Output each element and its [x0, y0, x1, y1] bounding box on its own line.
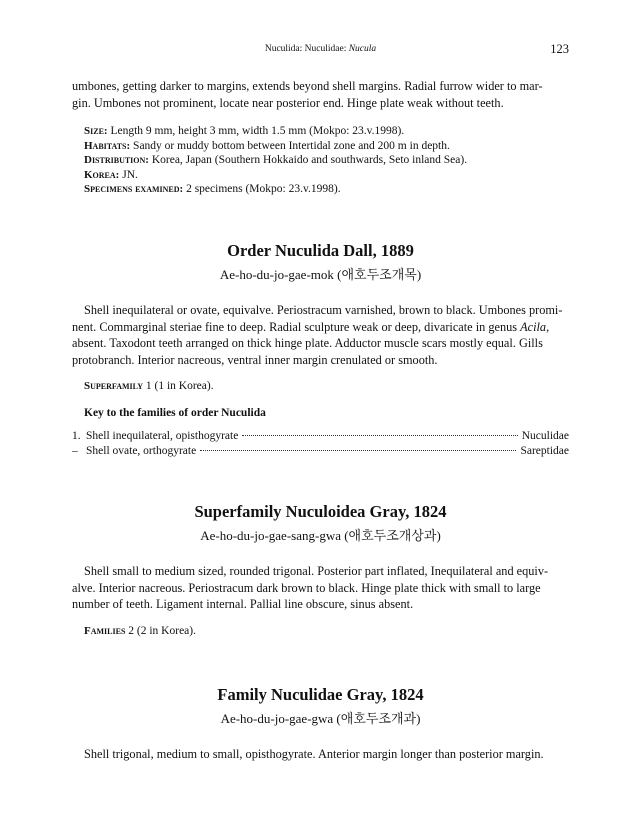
order-desc-line-3: absent. Taxodont teeth arranged on thick hinge plate. Adductor muscle scars mostly equal. Gills	[72, 336, 543, 350]
key-number: 1.	[72, 430, 81, 442]
order-description	[72, 302, 569, 368]
superfamily-desc-line-3: number of teeth. Ligament internal. Pallial line obscure, sinus absent.	[72, 597, 414, 611]
superfamily-korean-name: Ae-ho-du-jo-gae-sang-gwa (애호두조개상과)	[200, 528, 441, 543]
dot-leader	[242, 435, 517, 436]
field-value: Korea, Japan (Southern Hokkaido and southwards, Seto inland Sea).	[151, 154, 468, 167]
key-row	[72, 445, 569, 457]
intro-paragraph	[72, 78, 569, 111]
field-korea	[84, 168, 574, 183]
key-text: Shell ovate, orthogyrate	[86, 445, 197, 457]
order-desc-line-4: protobranch. Interior nacreous, ventral inner margin crenulated or smooth.	[72, 352, 438, 367]
superfamily-description	[72, 563, 569, 613]
key-number: –	[72, 445, 78, 457]
superfamily-desc-line-2: alve. Interior nacreous. Periostracum dark brown to black. Hinge plate thick with small to large	[72, 580, 541, 595]
field-habitats	[84, 139, 574, 154]
family-heading: Family Nuculidae Gray, 1824	[217, 685, 424, 704]
intro-line-2: gin. Umbones not prominent, locate near posterior end. Hinge plate weak without teeth.	[72, 95, 504, 110]
order-heading: Order Nuculida Dall, 1889	[227, 241, 414, 260]
superfamily-count-line	[84, 380, 214, 392]
field-label: Size:	[84, 125, 108, 137]
field-specimens	[84, 182, 574, 197]
order-korean-name: Ae-ho-du-jo-gae-mok (애호두조개목)	[219, 267, 422, 282]
family-description	[72, 746, 569, 763]
field-label: Distribution:	[84, 154, 149, 167]
key-row	[72, 430, 569, 442]
order-desc-line-2	[72, 319, 569, 336]
genus-acila: Acila	[520, 319, 547, 334]
superfamily-heading: Superfamily Nuculoidea Gray, 1824	[194, 502, 447, 521]
field-label: Habitats:	[84, 139, 131, 152]
field-label: Korea:	[84, 168, 120, 181]
order-desc-text: Shell inequilateral or ovate, equivalve. Periostracum varnished, brown to black. Umbones promi-	[84, 303, 563, 317]
field-size	[84, 124, 574, 139]
field-value: JN.	[122, 168, 138, 181]
running-head-prefix: Nuculida: Nuculidae:	[264, 44, 347, 54]
family-desc-line-1	[72, 746, 569, 763]
families-label: Families	[84, 625, 126, 637]
order-desc-line-1	[72, 302, 569, 319]
species-fields	[84, 124, 574, 197]
order-desc-text: ,	[546, 319, 550, 334]
page-number: 123	[550, 42, 569, 56]
families-count-line	[84, 625, 196, 637]
field-distribution	[84, 153, 574, 168]
key-title: Key to the families of order Nuculida	[84, 407, 266, 419]
superfamily-label: Superfamily	[84, 380, 144, 392]
key-result: Sareptidae	[520, 445, 569, 457]
families-count: 2 (2 in Korea).	[128, 625, 196, 637]
family-desc-text: Shell trigonal, medium to small, opisthogyrate. Anterior margin longer than posterior margin.	[84, 747, 544, 761]
running-head-title	[0, 44, 641, 54]
field-value: Sandy or muddy bottom between Intertidal zone and 200 m in depth.	[133, 139, 450, 152]
order-desc-text: nent. Commarginal steriae fine to deep. Radial sculpture weak or deep, divaricate in genus	[72, 319, 521, 334]
superfamily-count: 1 (1 in Korea).	[145, 380, 214, 392]
field-value: 2 specimens (Mokpo: 23.v.1998).	[186, 183, 341, 196]
running-head-genus: Nucula	[348, 44, 377, 54]
field-value: Length 9 mm, height 3 mm, width 1.5 mm (Mokpo: 23.v.1998).	[110, 125, 405, 137]
dot-leader	[200, 450, 516, 451]
key-text: Shell inequilateral, opisthogyrate	[86, 430, 239, 442]
key-result: Nuculidae	[521, 430, 569, 442]
superfamily-desc-text: Shell small to medium sized, rounded trigonal. Posterior part inflated, Inequilateral and equiv-	[84, 564, 549, 578]
intro-line-1: umbones, getting darker to margins, extends beyond shell margins. Radial furrow wider to mar-	[72, 79, 543, 93]
superfamily-desc-line-1	[72, 563, 569, 580]
family-korean-name: Ae-ho-du-jo-gae-gwa (애호두조개과)	[220, 711, 421, 726]
field-label: Specimens examined:	[84, 183, 184, 196]
